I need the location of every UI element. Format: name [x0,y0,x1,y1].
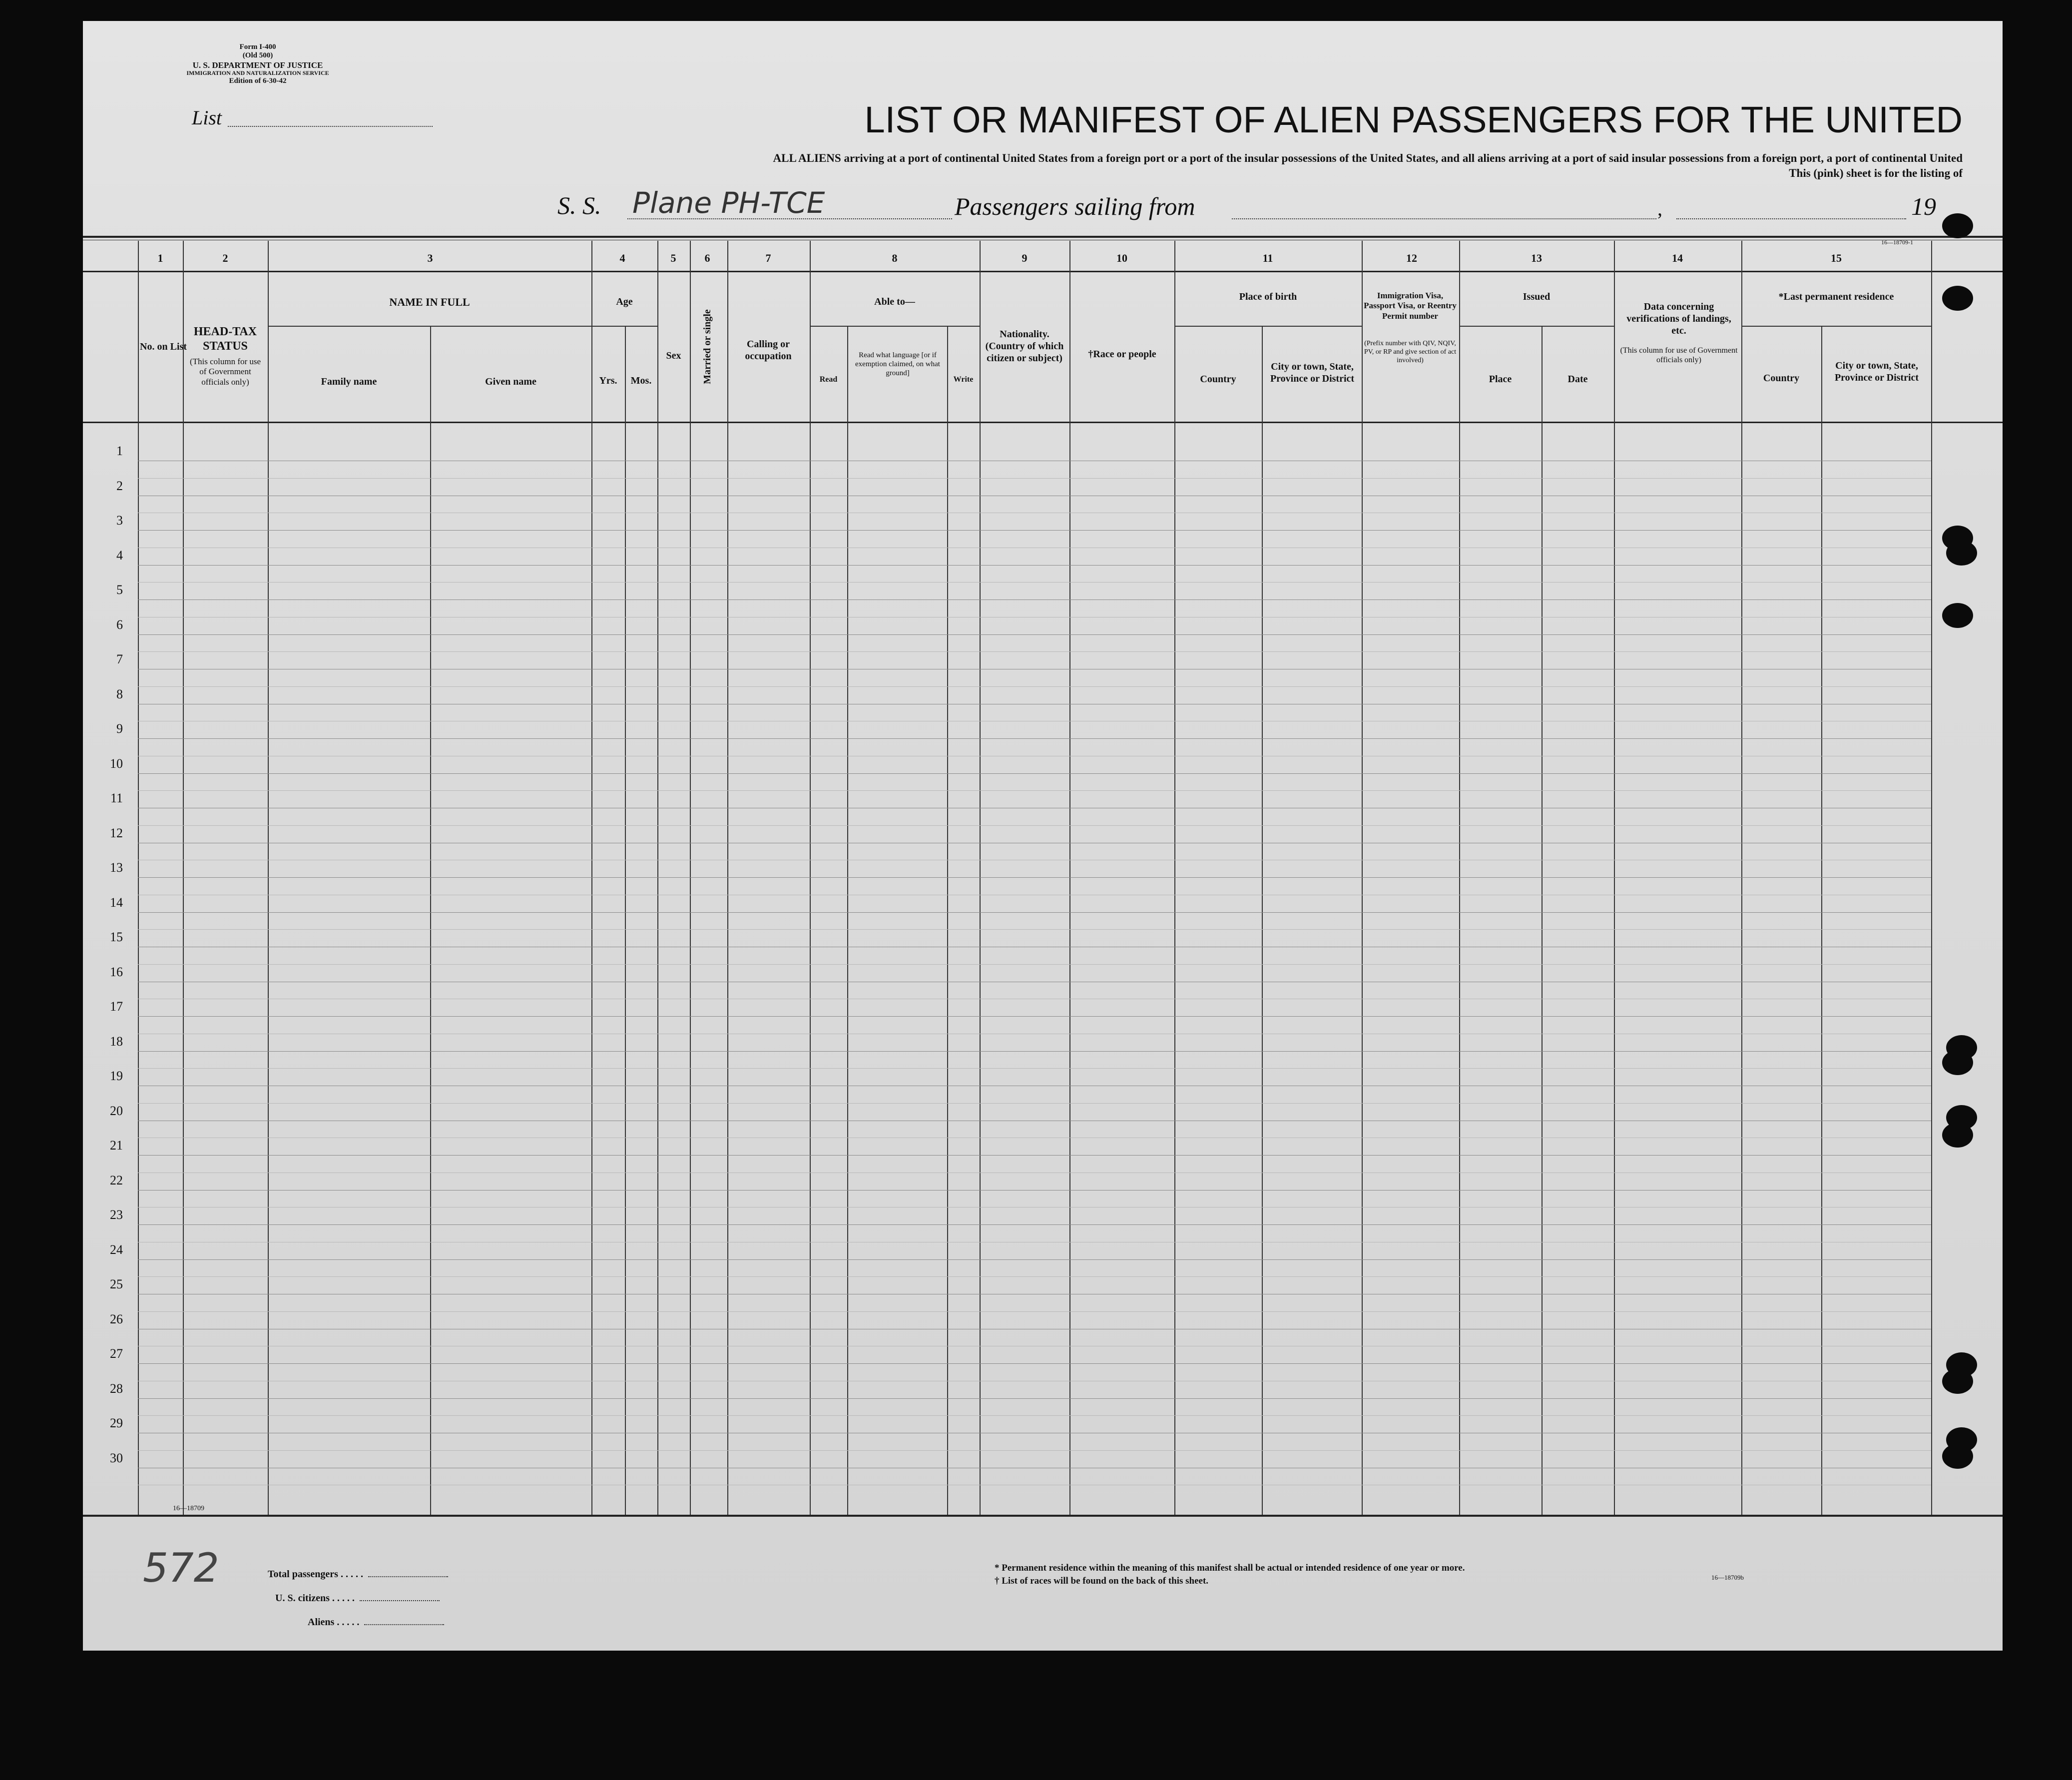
passengers-sailing-label: Passengers sailing from [955,192,1195,220]
total-passengers-label: Total passengers [268,1569,338,1580]
row-subline [138,1103,1931,1104]
row-subline [138,929,1931,930]
col-number: 4 [619,252,625,264]
header-age: Age [616,296,633,307]
binder-hole [1946,541,1977,566]
row-number: 1 [116,444,123,458]
row-subline [138,1450,1931,1451]
header-verifications-note: (This column for use of Government officials only) [1620,346,1738,365]
row-number: 23 [110,1207,123,1222]
col-divider [1069,241,1070,1515]
col-divider [1362,241,1363,1515]
binder-hole [1942,213,1973,238]
col-number: 3 [427,252,433,264]
issued-group-rule [1459,326,1614,327]
row-number: 13 [110,860,123,875]
col-divider [980,241,981,1515]
col-number: 2 [222,252,228,264]
header-sex: Sex [666,350,681,361]
header-visa-note: (Prefix number with QIV, NQIV, PV, or RP and give section of act involved) [1364,340,1457,364]
top-form-code: 16—18709-1 [1881,239,1913,246]
header-visa: Immigration Visa, Passport Visa, or Reentry Permit number [1364,291,1457,321]
us-citizens-field[interactable] [360,1600,440,1601]
table-row[interactable] [138,634,1931,635]
col-number: 13 [1531,252,1542,264]
row-subline [138,582,1931,583]
row-subline [138,790,1931,791]
col-number: 11 [1262,252,1273,264]
binder-hole [1942,1050,1973,1075]
subtitle-instructions: ALL ALIENS arriving at a port of continental United States from a foreign port or a port of the insular possessions of the United States, and all aliens arriving at a port of said insular possessions from a foreign port, a port of continental United [773,152,1963,164]
col-number: 10 [1116,252,1127,264]
header-yrs: Yrs. [599,375,617,386]
row-subline [138,651,1931,652]
row-subline [138,825,1931,826]
header-married: Married or single [702,309,713,384]
footnote-races: † List of races will be found on the back of this sheet. [995,1576,1209,1586]
binder-hole [1942,603,1973,628]
col-divider [625,326,626,1515]
header-mos: Mos. [630,375,652,386]
col-number: 8 [892,252,898,264]
table-row[interactable] [138,565,1931,566]
col-divider [430,326,431,1515]
list-label: List [192,106,222,129]
aliens-field[interactable] [364,1624,444,1625]
row-number: 2 [116,478,123,493]
table-row[interactable] [138,599,1931,600]
subtitle-sheet-note: This (pink) sheet is for the listing of [1789,167,1963,179]
list-number-field[interactable] [228,126,433,127]
passenger-totals [268,1562,448,1634]
binder-hole [1942,1444,1973,1469]
row-number: 6 [116,617,123,632]
sailing-from-field[interactable] [1232,218,1656,219]
form-identifier-block [183,43,333,85]
header-issued-place: Place [1489,374,1512,385]
header-write: Write [953,375,974,384]
col-divider [268,241,269,1515]
header-issued-date: Date [1567,374,1588,385]
row-number: 3 [116,513,123,528]
header-residence-country: Country [1763,373,1800,384]
table-row[interactable] [138,738,1931,739]
row-number: 4 [116,548,123,563]
col-number: 12 [1406,252,1417,264]
header-read-language: Read what language [or if exemption claimed, on what ground] [855,351,940,377]
handwritten-sheet-number: 572 [143,1545,219,1591]
manifest-sheet [83,21,2003,1651]
table-row[interactable] [138,877,1931,878]
form-old-number: (Old 500) [242,51,273,60]
row-subline [138,1311,1931,1312]
binder-hole [1942,286,1973,311]
col-divider [847,326,848,1515]
dots: . . . . . [332,1593,355,1604]
col-divider [810,241,811,1515]
table-bottom-rule [83,1515,2003,1517]
header-residence-city: City or town, State, Province or District [1834,360,1919,383]
col-divider [183,241,184,1515]
row-subline [138,686,1931,687]
row-subline [138,1068,1931,1069]
binder-hole [1942,1369,1973,1394]
col-divider [657,241,658,1515]
row-subline [138,964,1931,965]
table-row[interactable] [138,1363,1931,1364]
row-subline [138,1415,1931,1416]
able-group-rule [810,326,980,327]
col-divider [1931,241,1932,1515]
col-number: 9 [1022,252,1028,264]
header-race: †Race or people [1088,349,1156,360]
row-number: 7 [116,652,123,666]
page-title: LIST OR MANIFEST OF ALIEN PASSENGERS FOR THE UNITED [864,99,1963,140]
total-passengers-field[interactable] [368,1576,448,1577]
row-number: 20 [110,1103,123,1118]
row-number: 28 [110,1381,123,1396]
row-number: 14 [110,895,123,910]
row-number: 12 [110,825,123,840]
row-subline [138,478,1931,479]
header-family-name: Family name [321,376,377,387]
header-verifications: Data concerning verifications of landings, etc. [1626,301,1731,336]
row-number: 18 [110,1034,123,1049]
header-nationality: Nationality. (Country of which citizen or subject) [985,329,1064,364]
row-number: 24 [110,1242,123,1257]
row-number: 27 [110,1346,123,1361]
header-head-tax-note: (This column for use of Government officials only) [189,357,261,387]
name-group-rule [268,326,591,327]
row-number: 15 [110,930,123,944]
header-given-name: Given name [485,376,536,387]
col-number: 7 [765,252,771,264]
aliens-label: Aliens [308,1617,335,1628]
header-issued: Issued [1523,291,1551,302]
header-able-to: Able to— [874,296,915,307]
table-row[interactable] [138,912,1931,913]
col-number: 5 [670,252,676,264]
row-number: 19 [110,1069,123,1083]
table-row[interactable] [138,1398,1931,1399]
form-code: 16—18709 [173,1505,204,1512]
binder-hole [1942,1123,1973,1148]
table-row[interactable] [138,1259,1931,1260]
col-number: 1 [157,252,163,264]
row-number: 17 [110,999,123,1014]
col-divider [727,241,728,1515]
col-divider [690,241,691,1515]
header-birth-city: City or town, State, Province or District [1270,361,1355,384]
table-top-rule [83,236,2003,238]
header-last-residence: *Last permanent residence [1778,291,1894,302]
dots: . . . . . [340,1569,363,1580]
row-number: 16 [110,964,123,979]
col-divider [1542,326,1543,1515]
ss-label: S. S. [557,191,601,219]
col-divider [1614,241,1615,1515]
header-bottom-rule [83,422,2003,423]
ship-name-field[interactable] [627,218,952,219]
col-divider [138,241,139,1515]
col-divider [1174,241,1175,1515]
row-number: 8 [116,686,123,701]
footnotes [995,1562,1465,1588]
table-row[interactable] [138,773,1931,774]
row-number: 11 [110,791,123,805]
header-no-on-list: No. on List [140,341,187,352]
header-read: Read [819,375,838,384]
row-number: 25 [110,1277,123,1291]
row-number: 21 [110,1138,123,1153]
header-head-tax: HEAD-TAX STATUS [193,325,257,353]
footnote-residence: * Permanent residence within the meaning of this manifest shall be actual or intended residence of one year or more. [995,1563,1465,1573]
col-divider [591,241,592,1515]
row-number: 10 [110,756,123,771]
col-divider [1459,241,1460,1515]
col-divider [947,326,948,1515]
col-number: 14 [1672,252,1683,264]
year-label: 19 [1911,192,1936,220]
age-group-rule [591,326,657,327]
col-divider [1741,241,1742,1515]
service-name: IMMIGRATION AND NATURALIZATION SERVICE [186,69,329,77]
row-number: 26 [110,1311,123,1326]
form-number: Form I-400 [239,43,276,51]
dots: . . . . . [337,1617,360,1628]
table-row[interactable] [138,1155,1931,1156]
table-row[interactable] [138,1051,1931,1052]
row-subline [138,1276,1931,1277]
col-number: 15 [1831,252,1842,264]
row-number: 22 [110,1173,123,1187]
table-row[interactable] [138,1224,1931,1225]
column-number-rule [83,271,2003,272]
header-calling: Calling or occupation [745,339,792,362]
birth-group-rule [1174,326,1362,327]
footer-form-code: 16—18709b [1711,1574,1744,1581]
table-row[interactable] [138,530,1931,531]
col-divider [1262,326,1263,1515]
header-name-in-full: NAME IN FULL [389,296,470,308]
us-citizens-label: U. S. citizens [275,1593,330,1604]
department-name: U. S. DEPARTMENT OF JUSTICE [192,60,323,70]
table-row[interactable] [138,1016,1931,1017]
row-number: 30 [110,1450,123,1465]
comma-separator: , [1657,197,1662,220]
row-number: 5 [116,583,123,597]
form-edition: Edition of 6-30-42 [229,76,287,85]
residence-group-rule [1741,326,1931,327]
header-birth-country: Country [1200,374,1236,385]
header-place-of-birth: Place of birth [1239,291,1297,302]
row-number: 29 [110,1416,123,1430]
col-divider [1821,326,1822,1515]
sailing-date-field[interactable] [1676,218,1906,219]
col-number: 6 [704,252,710,264]
ship-name-handwritten: Plane PH-TCE [632,186,825,220]
row-number: 9 [116,721,123,736]
